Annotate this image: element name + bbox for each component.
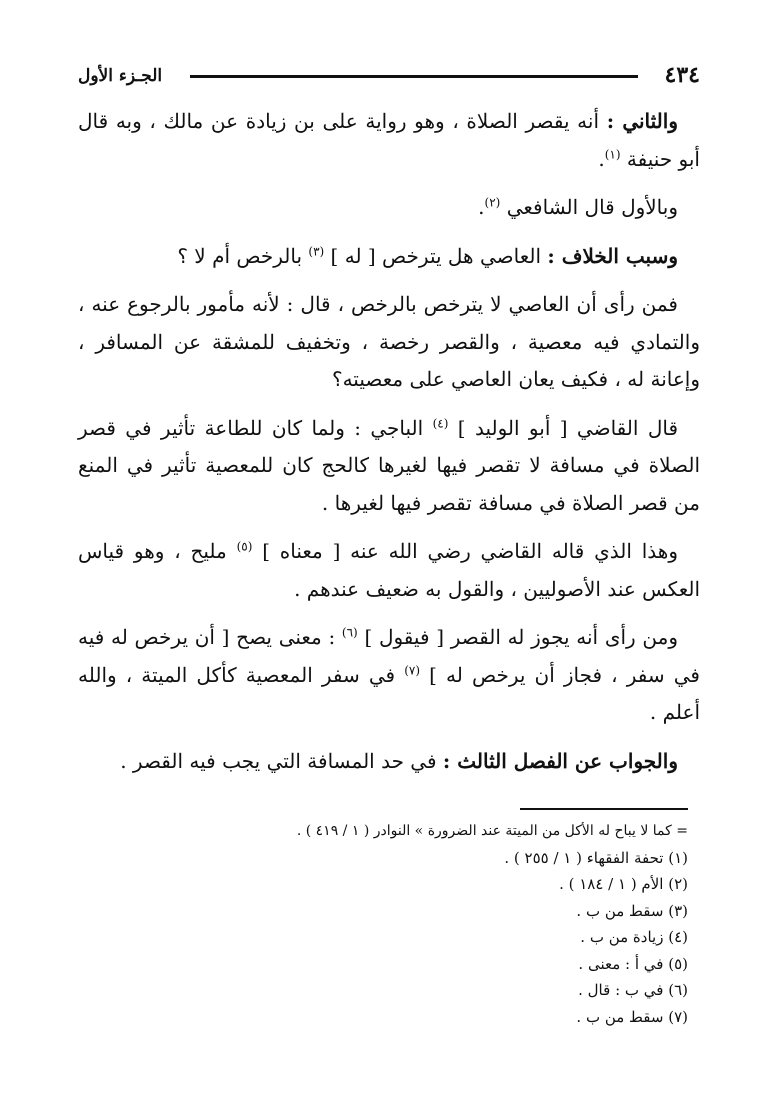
- footnote-item: (٢) الأم ( ١ / ١٨٤ ) .: [559, 875, 688, 893]
- paragraph: [78, 533, 700, 608]
- footnote-item: (٥) في أ : معنى .: [578, 954, 688, 973]
- paragraph-text: أنه يقصر الصلاة ، وهو رواية على بن زيادة عن مالك ، وبه قال أبو حنيفة: [78, 109, 700, 171]
- running-head: الجـزء الأول: [78, 66, 163, 86]
- paragraph: [78, 238, 700, 276]
- footnote-item: (٧) سقط من ب .: [576, 1007, 688, 1026]
- paragraph-text: قال القاضي [ أبو الوليد ]: [448, 415, 679, 440]
- paragraph-text: العاصي هل يترخص [ له ]: [324, 243, 548, 268]
- paragraph-lead: والجواب عن الفصل الثالث :: [442, 748, 678, 773]
- body-text: [78, 103, 700, 791]
- footnote-rule: [520, 808, 688, 810]
- paragraph-lead: والثاني :: [606, 109, 678, 133]
- paragraph-text: وهذا الذي قاله القاضي رضي الله عنه [ معناه ]: [252, 539, 678, 563]
- footnote-reference: (٣): [308, 243, 325, 258]
- footnote-reference: (٥): [236, 539, 253, 554]
- footnote-item: (٤) زيادة من ب .: [580, 928, 688, 946]
- footnote-reference: (٢): [484, 195, 501, 210]
- paragraph: [78, 103, 700, 178]
- footnote-item: (٣) سقط من ب .: [576, 901, 688, 920]
- paragraph-text: بالرخص أم لا ؟: [177, 243, 309, 268]
- paragraph-text: : معنى يصح [ أن يرخص له فيه في سفر ، فجاز أن يرخص له ]: [78, 625, 700, 687]
- footnote-reference: (٦): [341, 625, 358, 640]
- page-header: [78, 60, 700, 94]
- footnotes: [66, 818, 688, 1030]
- paragraph-text: في حد المسافة التي يجب فيه القصر .: [120, 748, 443, 773]
- paragraph-text: فمن رأى أن العاصي لا يترخص بالرخص ، قال : لأنه مأمور بالرجوع عنه ، والتمادي فيه معصية ، والقصر رخصة ، وتخفيف للمشقة عن المسافر ، وإعانة له ، فكيف يعان العاصي على معصيته؟: [78, 292, 700, 391]
- page-number: ٤٣٤: [664, 62, 700, 88]
- paragraph-text: .: [598, 146, 605, 171]
- footnote-reference: (٧): [404, 662, 421, 677]
- footnote-item: (١) تحفة الفقهاء ( ١ / ٢٥٥ ) .: [504, 848, 688, 867]
- paragraph-text: ومن رأى أنه يجوز له القصر [ فيقول ]: [357, 625, 678, 649]
- footnote-reference: (١): [604, 146, 621, 161]
- paragraph: [78, 189, 700, 227]
- paragraph: [78, 743, 700, 781]
- paragraph-text: وبالأول قال الشافعي: [500, 195, 678, 219]
- paragraph-lead: وسبب الخلاف :: [547, 243, 678, 268]
- footnote-list: [66, 845, 688, 1031]
- paragraph-text: .: [478, 195, 485, 219]
- paragraph: [78, 619, 700, 732]
- footnote-continuation: = كما لا يباح له الأكل من الميتة عند الضرورة » النوادر ( ١ / ٤١٩ ) .: [296, 823, 688, 839]
- paragraph: [78, 286, 700, 399]
- paragraph-text: مليح ، وهو قياس العكس عند الأصوليين ، والقول به ضعيف عندهم .: [78, 539, 700, 601]
- footnote-reference: (٤): [432, 415, 449, 430]
- paragraph-text: في سفر المعصية كأكل الميتة ، والله أعلم .: [78, 662, 700, 724]
- footnote-item: (٦) في ب : قال .: [578, 981, 688, 999]
- paragraph-text: الباجي : ولما كان للطاعة تأثير في قصر الصلاة في مسافة لا تقصر فيها لغيرها كالحج كان للمعصية تأثير في المنع من قصر الصلاة في مسافة تقصر فيها لغيرها .: [78, 415, 700, 515]
- header-rule: [190, 75, 638, 78]
- paragraph: [78, 410, 700, 523]
